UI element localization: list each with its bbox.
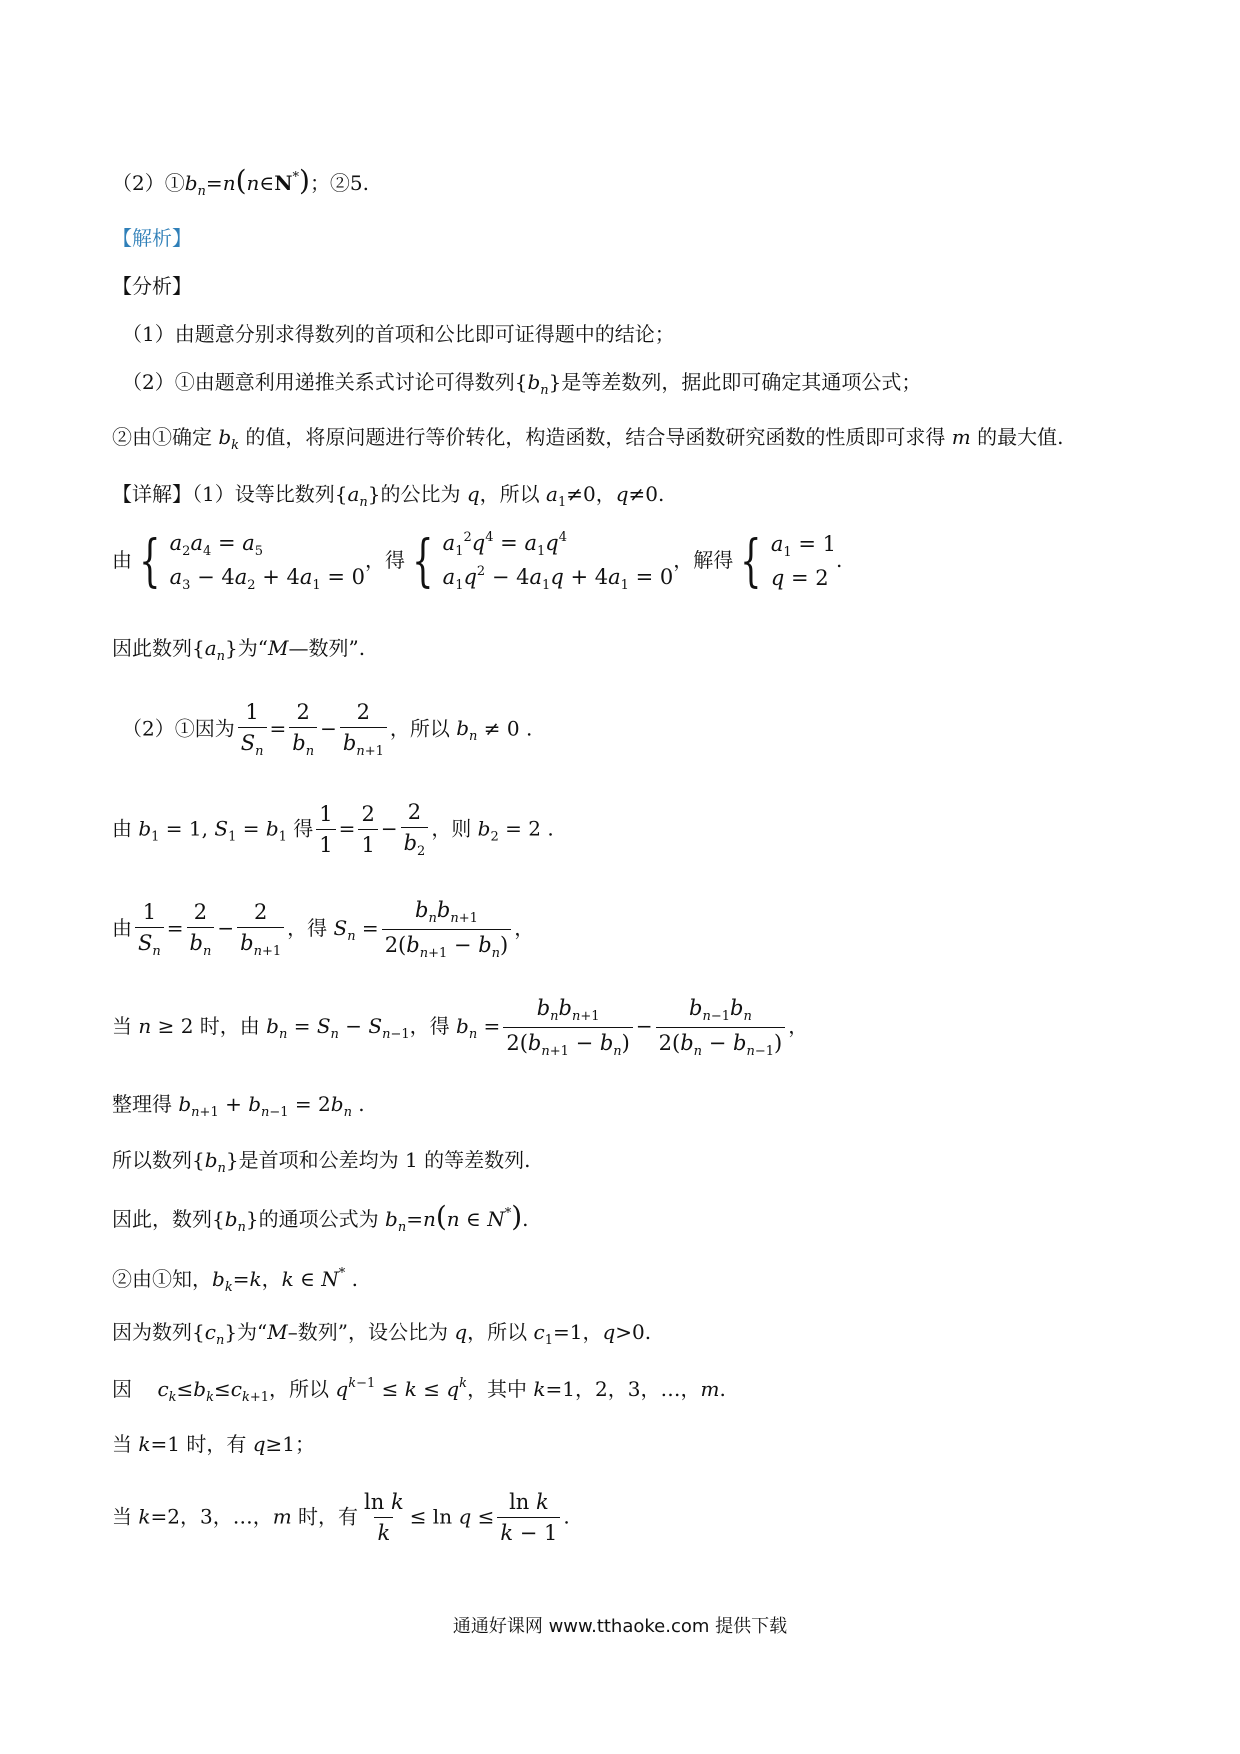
part3-line-d: 当 k=1 时，有 q≥1； — [112, 1432, 315, 1456]
part3-line-c: 因 $c_k\le b_k\le c_{k+1}$，所以 $q^{k-1} \le k \le q^k$，其中 k=1，2，3，…，m. — [112, 1376, 726, 1405]
page-footer: 通通好课网 www.tthaoke.com 提供下载 — [452, 1616, 788, 1637]
part2-line-a: （2）①因为 $\frac{1}{S_n}$ = $\frac{2}{b_n}$ − $\frac{2}{b_{n+1}}$ ，所以 $b_n \ne 0$ . — [122, 700, 533, 760]
part2-line-c: 由 $\frac{1}{S_n}$ = $\frac{2}{b_n}$ − $\frac{2}{b_{n+1}}$ ，得 $S_n$ = $\frac{b_nb_{n+1}}{2(b_{n+1} - b_n)}$ ， — [112, 898, 535, 961]
analysis-line-2: （2）①由题意利用递推关系式讨论可得数列$\{b_n\}$是等差数列，据此即可确定其通项公式； — [122, 370, 922, 398]
part3-line-a: ②由①知，$b_k=k$，k ∈ N* . — [112, 1266, 358, 1295]
part2-line-g: 因此，数列$\{b_n\}$的通项公式为 $b_n=n(n$ ∈ N*). — [112, 1200, 529, 1235]
detail-intro: 【详解】（1）设等比数列$\{a_n\}$的公比为 q，所以 $a_1\ne 0$，q≠0. — [112, 482, 665, 510]
part3-line-e: 当 k=2，3，…，m 时，有 $\frac{\text{ln k}}{k}$ ≤ ln q ≤ $\frac{\text{ln k}}{k - 1}$ . — [112, 1490, 570, 1546]
jiexi-heading: 【解析】 — [112, 226, 192, 250]
answer-part-2: $(2)①b_n=n(n\in N^*)$；②5. — [112, 164, 370, 199]
analysis-line-1: （1）由题意分别求得数列的首项和公比即可证得题中的结论； — [122, 322, 675, 346]
system-3: { $a_1 = 1$ q = 2 — [740, 528, 836, 594]
equation-system: 由 { $a_2a_4 = a_5$ $a_3 - 4a_2 + 4a_1 = 0$ ，得 { $a_1^2q^4 = a_1q^4$ $a_1q^2 - 4a_1q + 4a_1 = 0$ ，解得 { $a_1 = 1$ q = 2 . — [112, 528, 843, 594]
part2-line-d: 当 n ≥ 2 时，由 $b_n = S_n - S_{n-1}$，得 $b_n$ = $\frac{b_nb_{n+1}}{2(b_{n+1} - b_n)}$ − $\frac{b_{n-1}b_n}{2(b_n - b_{n-1})}$ ， — [112, 996, 809, 1059]
part2-line-f: 所以数列$\{b_n\}$是首项和公差均为 1 的等差数列. — [112, 1148, 531, 1176]
fenxi-heading: 【分析】 — [112, 274, 192, 298]
part2-line-e: 整理得 $b_{n+1} + b_{n-1} = 2b_n$ . — [112, 1092, 365, 1120]
system-2: { $a_1^2q^4 = a_1q^4$ $a_1q^2 - 4a_1q + 4a_1 = 0$ — [412, 528, 674, 594]
part3-line-b: 因为数列$\{c_n\}$为“M–数列”，设公比为 q，所以 $c_1=1$，q>0. — [112, 1320, 652, 1348]
system-1: { $a_2a_4 = a_5$ $a_3 - 4a_2 + 4a_1 = 0$ — [139, 528, 366, 594]
analysis-line-3: ②由①确定 $b_k$ 的值，将原问题进行等价转化，构造函数，结合导函数研究函数的性质即可求得 m 的最大值. — [112, 425, 1064, 453]
part2-line-b: 由 $b_1 = 1$, $S_1 = b_1$ 得 $\frac{1}{1}$ = $\frac{2}{1}$ − $\frac{2}{b_2}$ ，则 $b_2 = 2$ . — [112, 800, 554, 860]
conclusion-1: 因此数列$\{a_n\}$为“M—数列”. — [112, 636, 366, 664]
